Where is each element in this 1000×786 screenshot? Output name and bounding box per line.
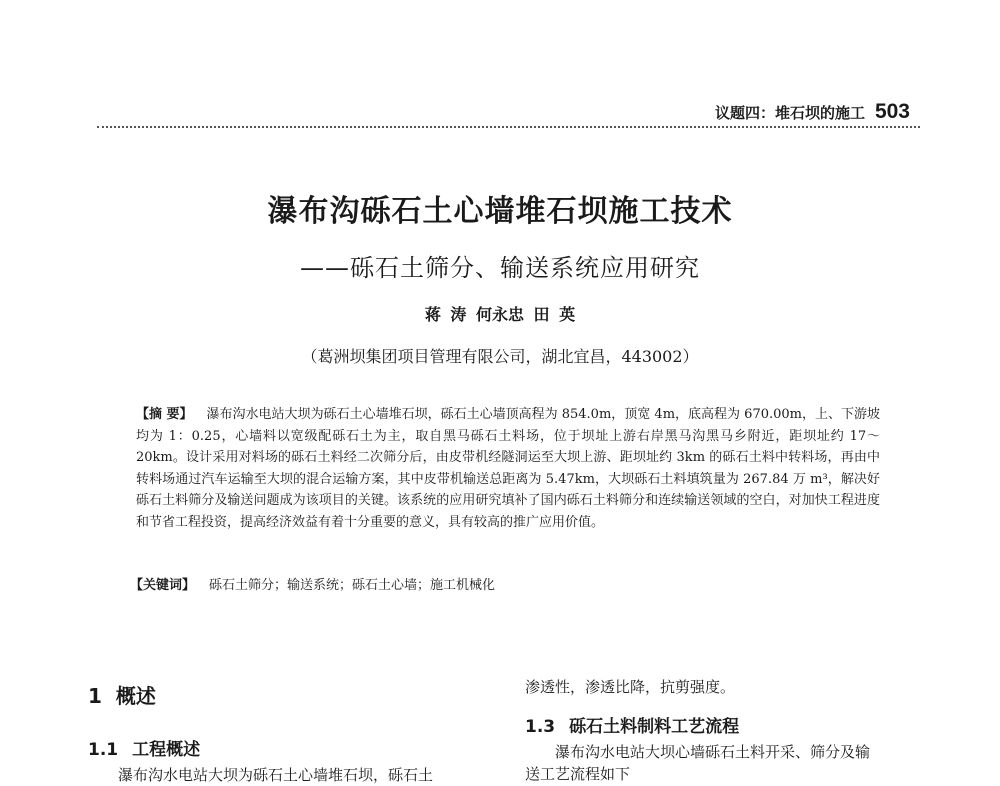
running-head xyxy=(715,100,910,124)
keywords-text: 砾石土筛分；输送系统；砾石土心墙；施工机械化 xyxy=(209,578,496,593)
section-title: 工程概述 xyxy=(132,740,201,760)
author-list: 蒋 涛 何永忠 田 英 xyxy=(424,305,576,324)
body-column-left xyxy=(88,680,498,786)
author-affiliation: （葛洲坝集团项目管理有限公司，湖北宜昌，443002） xyxy=(301,347,699,366)
body-paragraph-cut: 送工艺流程如下 xyxy=(525,765,631,783)
running-title: 议题四：堆石坝的施工 xyxy=(714,104,865,122)
abstract-text: 瀑布沟水电站大坝为砾石土心墙堆石坝，砾石土心墙顶高程为 854.0m，顶宽 4m，底高程为 670.00m，上、下游坡均为 1：0.25，心墙料以宽级配砾石土为主，取自黑马砾石土料场，位于坝址上游右岸黑马沟黑马乡附近，距坝址约 17～20km。设计采用对料场的砾石土料经二次筛分后，由皮带机经隧洞运至大坝上游、距坝址约 3km 的砾石土料中转料场，再由中转料场通过汽车运输至大坝的混合运输方案，其中皮带机输送总距离为 5.47km，大坝砾石土料填筑量为 267.84 万 m³，解决好砾石土料筛分及输送问题成为该项目的关键。该系统的应用研究填补了国内砾石土料筛分和连续输送领域的空白，对加快工程进度和节省工程投资，提高经济效益有着十分重要的意义，具有较高的推广应用价值。 xyxy=(136,407,880,530)
section-heading-1 xyxy=(88,680,498,709)
page-number: 503 xyxy=(874,100,910,123)
body-paragraph: 瀑布沟水电站大坝为砾石土心墙堆石坝，砾石土 xyxy=(118,766,434,784)
keywords-label: 【关键词】 xyxy=(130,578,196,593)
section-heading-1-3 xyxy=(525,712,925,737)
header-dotted-rule xyxy=(97,126,920,128)
section-number: 1.3 xyxy=(525,717,556,737)
section-number: 1 xyxy=(88,684,102,708)
section-heading-1-1 xyxy=(88,735,498,760)
body-paragraph: 瀑布沟水电站大坝心墙砾石土料开采、筛分及输 xyxy=(555,743,871,761)
abstract xyxy=(136,404,880,534)
section-title: 概述 xyxy=(115,684,156,708)
abstract-label: 【摘 要】 xyxy=(136,407,193,422)
body-paragraph: 渗透性，渗透比降，抗剪强度。 xyxy=(525,678,736,696)
section-number: 1.1 xyxy=(88,740,119,760)
keywords xyxy=(130,574,890,593)
article-title: 瀑布沟砾石土心墙堆石坝施工技术 xyxy=(267,194,733,229)
article-subtitle: ——砾石土筛分、输送系统应用研究 xyxy=(300,254,700,282)
section-title: 砾石土料制料工艺流程 xyxy=(569,717,740,737)
body-column-right xyxy=(525,676,925,785)
